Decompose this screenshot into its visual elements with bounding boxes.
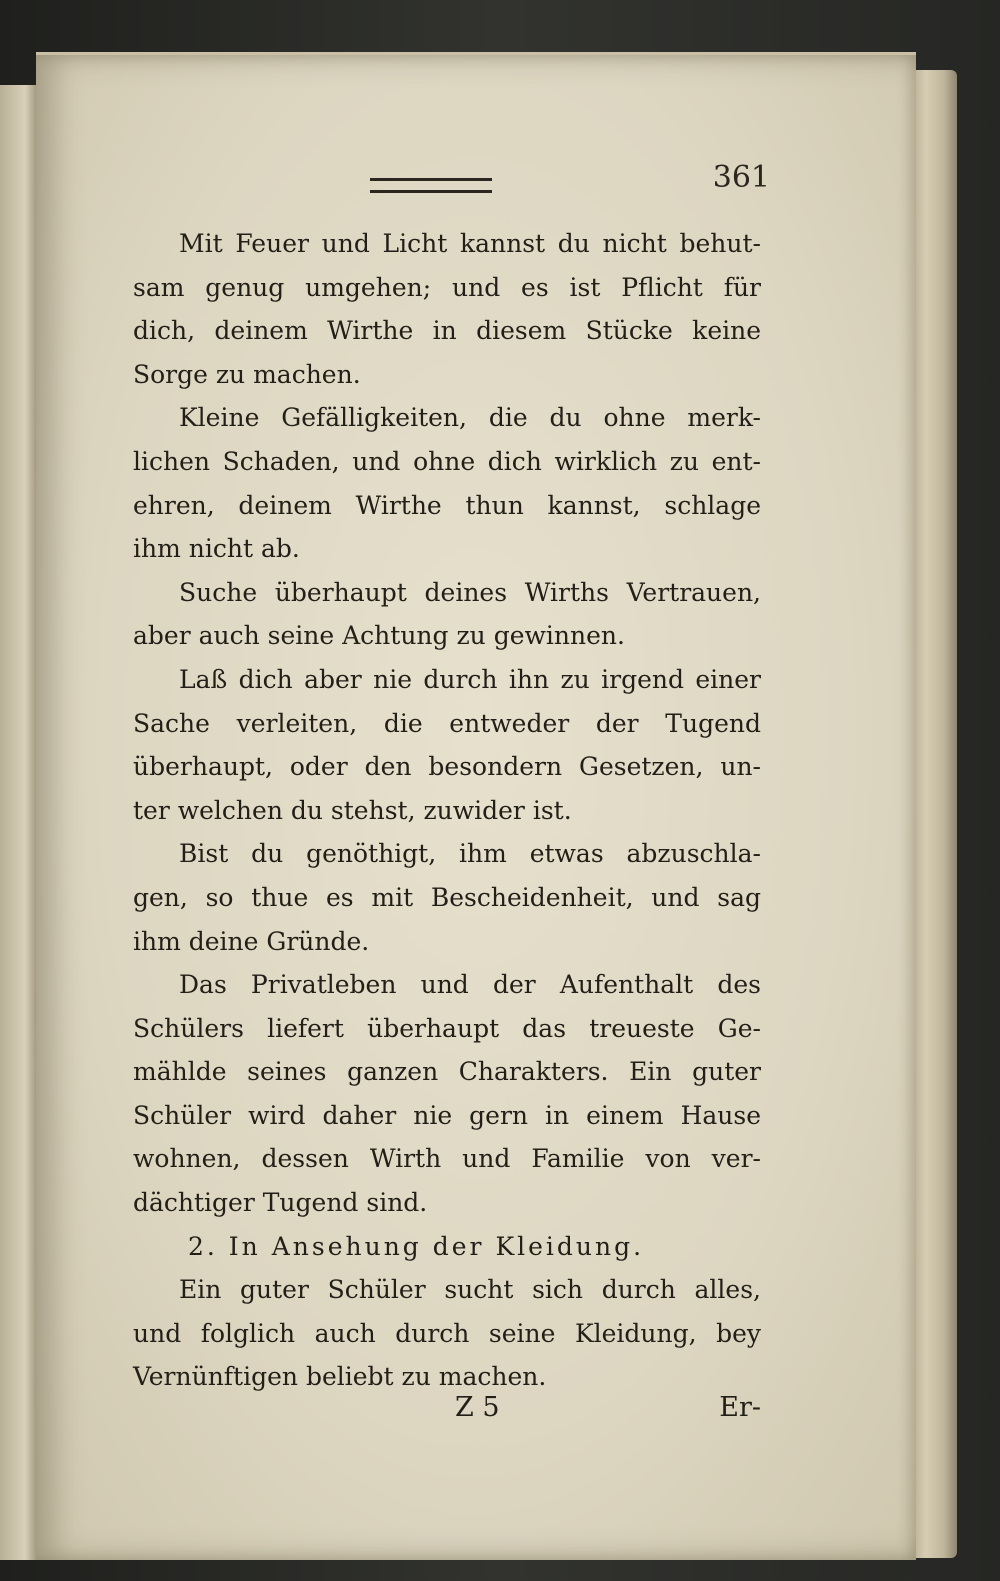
text-line: aber auch seine Achtung zu gewinnen. — [133, 621, 625, 651]
text-line: mählde seines ganzen Charakters. Ein guter — [133, 1057, 761, 1087]
paragraph — [133, 222, 761, 396]
paragraph — [133, 963, 761, 1225]
text-line: gen, so thue es mit Bescheidenheit, und sag — [133, 882, 761, 912]
page-footer — [133, 1392, 761, 1436]
text-line: Suche überhaupt deines Wirths Vertrauen, — [179, 577, 761, 607]
text-line: Mit Feuer und Licht kannst du nicht behut- — [179, 229, 761, 258]
text-line: Das Privatleben und der Aufenthalt des — [179, 970, 761, 1000]
text-line: und folglich auch durch seine Kleidung, bey — [133, 1318, 761, 1348]
header-ornament-rule — [370, 178, 492, 193]
paragraph — [133, 658, 761, 832]
catchword: Er- — [719, 1392, 761, 1423]
text-line: dich, deinem Wirthe in diesem Stücke keine — [133, 316, 761, 346]
text-line: überhaupt, oder den besondern Gesetzen, un- — [133, 752, 761, 782]
paragraph — [133, 571, 761, 658]
text-line: dächtiger Tugend sind. — [133, 1188, 428, 1218]
text-line: Laß dich aber nie durch ihn zu irgend einer — [179, 664, 761, 694]
text-line: lichen Schaden, und ohne dich wirklich zu ent- — [133, 446, 761, 476]
text-line: sam genug umgehen; und es ist Pflicht für — [133, 272, 761, 302]
page-number: 361 — [712, 160, 770, 195]
text-line: ter welchen du stehst, zuwider ist. — [133, 795, 572, 825]
text-line: Schüler wird daher nie gern in einem Hause — [133, 1100, 761, 1130]
text-line: Vernünftigen beliebt zu machen. — [133, 1362, 547, 1392]
text-line: Ein guter Schüler sucht sich durch alles, — [179, 1275, 761, 1305]
paragraph — [133, 832, 761, 963]
signature-mark: Z 5 — [455, 1392, 500, 1423]
text-line: Sorge zu machen. — [133, 359, 361, 389]
paragraph — [133, 396, 761, 570]
text-line: ihm deine Gründe. — [133, 926, 370, 956]
body-text — [133, 222, 761, 1399]
text-line: wohnen, dessen Wirth und Familie von ver- — [133, 1144, 761, 1174]
text-line: ihm nicht ab. — [133, 534, 300, 564]
text-line: ehren, deinem Wirthe thun kannst, schlage — [133, 490, 761, 520]
text-line: Kleine Gefälligkeiten, die du ohne merk- — [179, 403, 761, 433]
facing-page-edge — [0, 85, 38, 1560]
section-heading: 2. In Ansehung der Kleidung. — [188, 1231, 645, 1261]
paragraph — [133, 1268, 761, 1399]
text-line: Schülers liefert überhaupt das treueste Ge- — [133, 1013, 761, 1043]
text-line: Sache verleiten, die entweder der Tugend — [133, 708, 761, 738]
text-line: Bist du genöthigt, ihm etwas abzuschla- — [179, 839, 761, 869]
